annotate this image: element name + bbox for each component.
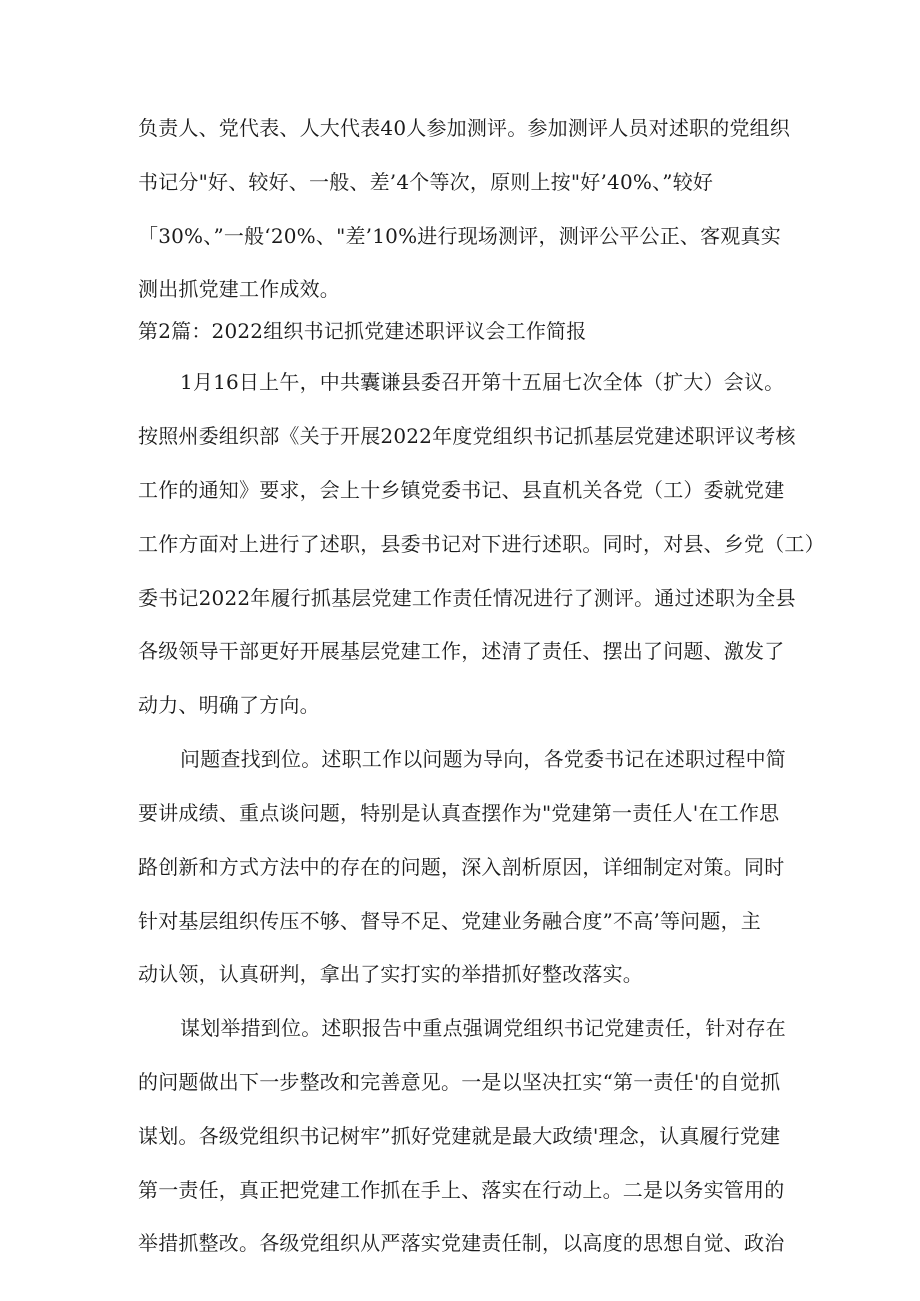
- paragraph-first-line: 问题查找到位。述职工作以问题为导向，各党委书记在述职过程中简: [180, 747, 786, 771]
- body-text-line: 工作方面对上进行了述职，县委书记对下进行述职。同时，对县、乡党（工）: [138, 532, 825, 556]
- body-text-line: 针对基层组织传压不够、督导不足、党建业务融合度”不高’等问题，主: [138, 909, 761, 933]
- body-text-line: 动认领，认真研判，拿出了实打实的举措抓好整改落实。: [138, 962, 643, 986]
- body-text-line: 按照州委组织部《关于开展2022年度党组织书记抓基层党建述职评议考核: [138, 424, 796, 448]
- body-text-line: 第一责任，真正把党建工作抓在手上、落实在行动上。二是以务实管用的: [138, 1178, 785, 1202]
- body-text-line: 路创新和方式方法中的存在的问题，深入剖析原因，详细制定对策。同时: [138, 855, 785, 879]
- paragraph-first-line: 谋划举措到位。述职报告中重点强调党组织书记党建责任，针对存在: [180, 1016, 786, 1040]
- body-text-line: 负责人、党代表、人大代表40人参加测评。参加测评人员对述职的党组织: [138, 116, 791, 140]
- section-heading: 第2篇：2022组织书记抓党建述职评议会工作简报: [138, 319, 587, 343]
- body-text-line: 动力、明确了方向。: [138, 693, 320, 717]
- body-text-line: 「30%、”一般‘20%、"差’10%进行现场测评，测评公平公正、客观真实: [138, 224, 781, 248]
- body-text-line: 委书记2022年履行抓基层党建工作责任情况进行了测评。通过述职为全县: [138, 586, 796, 610]
- body-text-line: 各级领导干部更好开展基层党建工作，述清了责任、摆出了问题、激发了: [138, 639, 785, 663]
- body-text-line: 的问题做出下一步整改和完善意见。一是以坚决扛实“第一责任'的自觉抓: [138, 1070, 781, 1094]
- paragraph-first-line: 1月16日上午，中共囊谦县委召开第十五届七次全体（扩大）会议。: [180, 370, 785, 394]
- body-text-line: 书记分"好、较好、一般、差’4个等次，原则上按"好’40%、”较好: [138, 170, 714, 194]
- body-text-line: 工作的通知》要求，会上十乡镇党委书记、县直机关各党（工）委就党建: [138, 478, 785, 502]
- body-text-line: 谋划。各级党组织书记树牢”抓好党建就是最大政绩'理念，认真履行党建: [138, 1124, 781, 1148]
- body-text-line: 举措抓整改。各级党组织从严落实党建责任制，以高度的思想自觉、政治: [138, 1231, 785, 1255]
- body-text-line: 要讲成绩、重点谈问题，特别是认真查摆作为"党建第一责任人'在工作思: [138, 801, 780, 825]
- body-text-line: 测出抓党建工作成效。: [138, 277, 340, 301]
